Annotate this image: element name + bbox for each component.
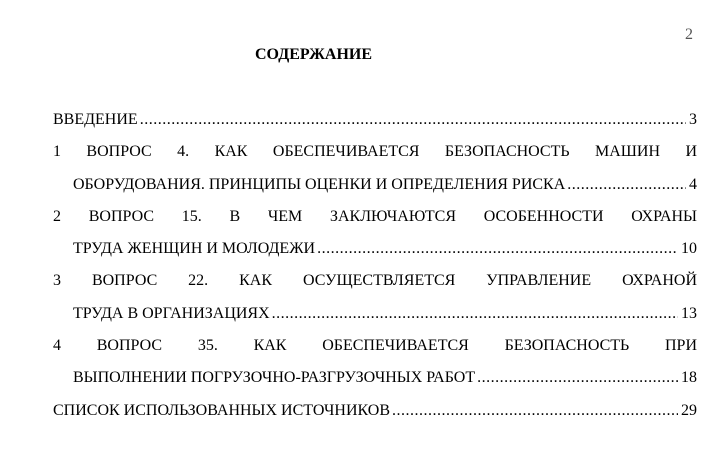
dot-leader [140,108,686,140]
toc-entry-title: СПИСОК ИСПОЛЬЗОВАННЫХ ИСТОЧНИКОВ [53,401,391,419]
dot-leader [272,302,678,334]
page-title: СОДЕРЖАНИЕ [255,46,373,63]
toc-entry-page: 4 [689,175,697,193]
toc-entry-title-line1: 2 ВОПРОС 15. В ЧЕМ ЗАКЛЮЧАЮТСЯ ОСОБЕННОСТИ ОХРАНЫ [53,207,697,225]
toc-entry-question-35[interactable] [53,334,697,399]
toc-entry-title-line2: ОБОРУДОВАНИЯ. ПРИНЦИПЫ ОЦЕНКИ И ОПРЕДЕЛЕНИЯ РИСКА [73,175,566,193]
toc-entry-references[interactable] [53,399,697,431]
toc-entry-title: ВВЕДЕНИЕ [53,111,138,128]
toc-entry-question-15[interactable] [53,205,697,270]
dot-leader [392,399,678,431]
toc-entry-title-line1: 1 ВОПРОС 4. КАК ОБЕСПЕЧИВАЕТСЯ БЕЗОПАСНОСТЬ МАШИН И [53,143,697,161]
toc-entry-question-4[interactable] [53,140,697,205]
toc-entry-introduction[interactable] [53,108,697,140]
toc-entry-page: 13 [681,304,697,322]
toc-entry-title-line2: ВЫПОЛНЕНИИ ПОГРУЗОЧНО-РАЗГРУЗОЧНЫХ РАБОТ [73,369,476,387]
toc-entry-page: 18 [681,369,697,387]
dot-leader [567,173,686,205]
toc-entry-title-line2: ТРУДА ЖЕНЩИН И МОЛОДЕЖИ [73,240,316,258]
toc-entry-title-line2: ТРУДА В ОРГАНИЗАЦИЯХ [73,304,270,322]
table-of-contents [53,108,697,431]
page-number: 2 [685,26,693,43]
toc-entry-page: 3 [689,111,697,128]
toc-entry-page: 10 [681,240,697,258]
toc-entry-question-22[interactable] [53,269,697,334]
toc-entry-page: 29 [681,401,697,419]
toc-entry-title-line1: 3 ВОПРОС 22. КАК ОСУЩЕСТВЛЯЕТСЯ УПРАВЛЕНИЕ ОХРАНОЙ [53,272,697,290]
dot-leader [317,237,678,269]
dot-leader [477,366,678,398]
toc-entry-title-line1: 4 ВОПРОС 35. КАК ОБЕСПЕЧИВАЕТСЯ БЕЗОПАСНОСТЬ ПРИ [53,337,697,355]
